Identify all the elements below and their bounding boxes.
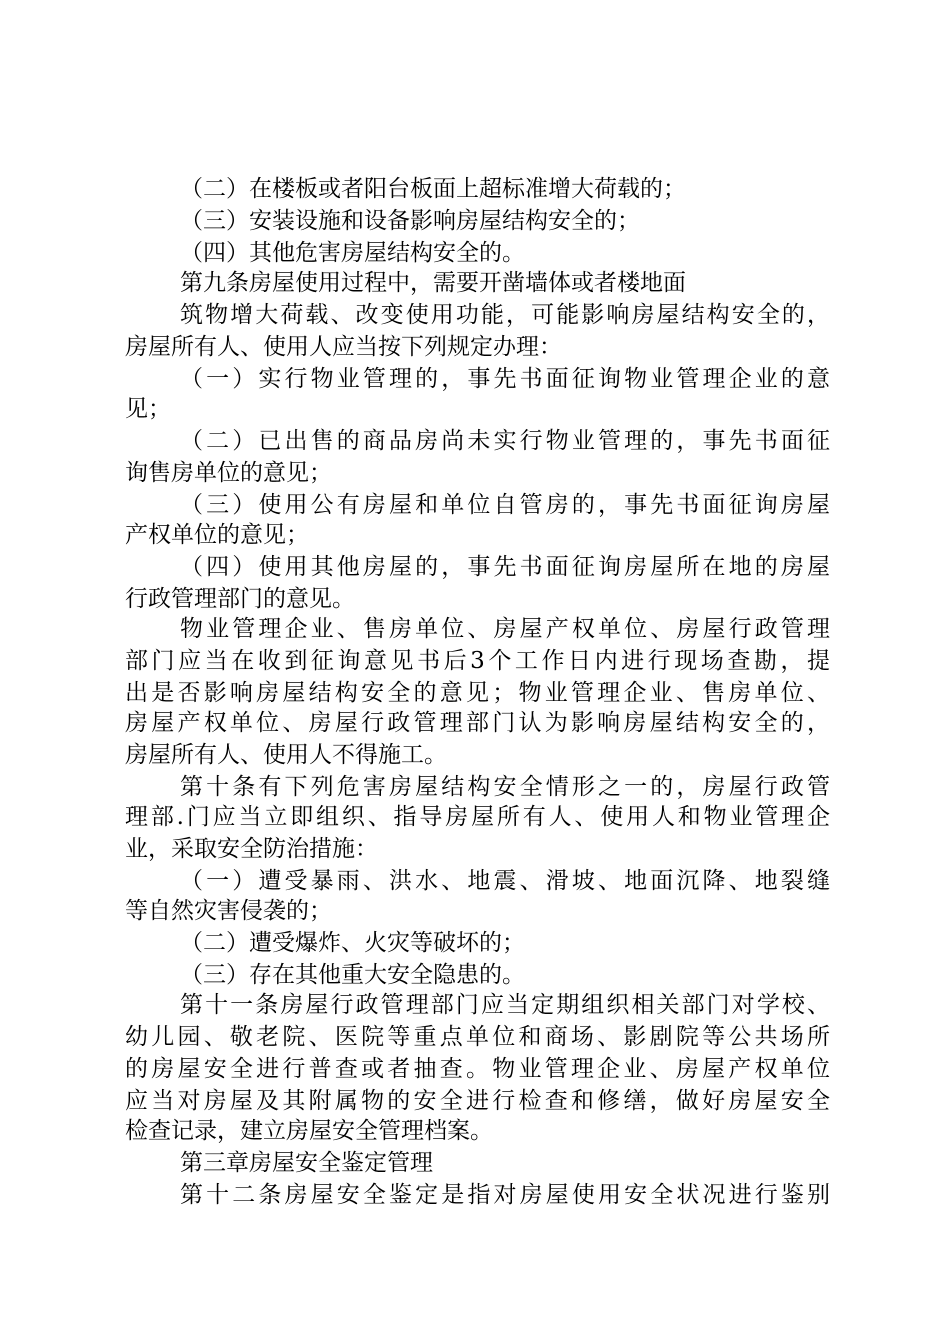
text-line: 部门应当在收到征询意见书后3个工作日内进行现场查勘，提: [125, 648, 830, 674]
text-line: 房屋所有人、使用人应当按下列规定办理：: [125, 334, 562, 360]
text-line: 出是否影响房屋结构安全的意见；物业管理企业、售房单位、: [125, 680, 830, 706]
text-line: 等自然灾害侵袭的；: [125, 898, 332, 924]
text-line: （四）其他危害房屋结构安全的。: [180, 240, 525, 266]
text-line: 第十条有下列危害房屋结构安全情形之一的，房屋行政管: [180, 774, 830, 800]
text-line: 理部.门应当立即组织、指导房屋所有人、使用人和物业管理企: [125, 804, 830, 830]
chapter-heading: 第三章房屋安全鉴定管理: [180, 1150, 433, 1176]
text-line: 应当对房屋及其附属物的安全进行检查和修缮，做好房屋安全: [125, 1088, 830, 1114]
text-line: 检查记录，建立房屋安全管理档案。: [125, 1118, 493, 1144]
text-line: 第十二条房屋安全鉴定是指对房屋使用安全状况进行鉴别: [180, 1182, 830, 1208]
text-line: （二）遭受爆炸、火灾等破坏的；: [180, 930, 525, 956]
text-line: 房屋产权单位、房屋行政管理部门认为影响房屋结构安全的，: [125, 710, 830, 736]
text-line: 第九条房屋使用过程中，需要开凿墙体或者楼地面: [180, 270, 686, 296]
text-line: （二）在楼板或者阳台板面上超标准增大荷载的；: [180, 176, 686, 202]
text-line: 第十一条房屋行政管理部门应当定期组织相关部门对学校、: [180, 992, 830, 1018]
text-line: （三）存在其他重大安全隐患的。: [180, 962, 525, 988]
text-line: 物业管理企业、售房单位、房屋产权单位、房屋行政管理: [180, 616, 830, 642]
text-line: （三）使用公有房屋和单位自管房的，事先书面征询房屋: [180, 492, 830, 518]
text-line: （一）实行物业管理的，事先书面征询物业管理企业的意: [180, 366, 830, 392]
text-line: 房屋所有人、使用人不得施工。: [125, 742, 447, 768]
text-line: （二）已出售的商品房尚未实行物业管理的，事先书面征: [180, 428, 830, 454]
text-line: 见；: [125, 396, 171, 422]
text-line: 询售房单位的意见；: [125, 460, 332, 486]
text-line: 产权单位的意见；: [125, 522, 309, 548]
text-line: （三）安装设施和设备影响房屋结构安全的；: [180, 208, 640, 234]
text-line: （一）遭受暴雨、洪水、地震、滑坡、地面沉降、地裂缝: [180, 868, 830, 894]
text-line: 筑物增大荷载、改变使用功能，可能影响房屋结构安全的，: [180, 302, 830, 328]
text-line: 的房屋安全进行普查或者抽查。物业管理企业、房屋产权单位: [125, 1056, 830, 1082]
text-line: 幼儿园、敬老院、医院等重点单位和商场、影剧院等公共场所: [125, 1024, 830, 1050]
text-line: （四）使用其他房屋的，事先书面征询房屋所在地的房屋: [180, 554, 830, 580]
text-line: 行政管理部门的意见。: [125, 586, 355, 612]
text-line: 业，采取安全防治措施：: [125, 836, 378, 862]
